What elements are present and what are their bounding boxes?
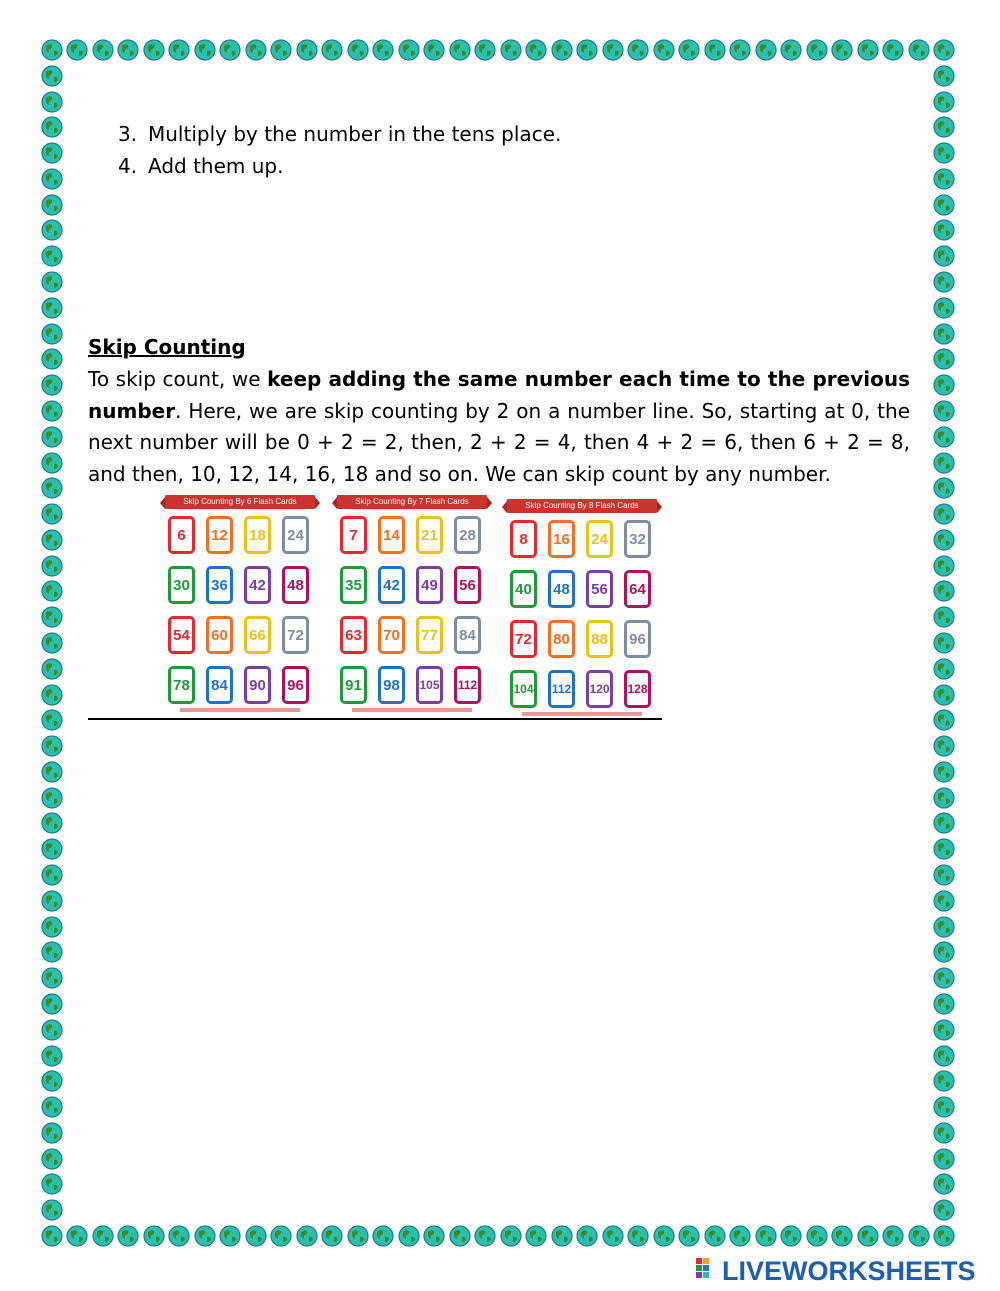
- globe-icon: [933, 658, 955, 680]
- globe-icon: [41, 219, 63, 241]
- globe-icon: [933, 168, 955, 190]
- globe-icon: [41, 1173, 63, 1195]
- globe-icon: [933, 426, 955, 448]
- flash-card: 120: [586, 670, 613, 708]
- flash-card: 35: [340, 566, 367, 604]
- globe-icon: [270, 39, 292, 61]
- globe-icon: [551, 1225, 573, 1247]
- flash-card: 30: [168, 566, 195, 604]
- flash-card: 32: [624, 520, 651, 558]
- globe-icon: [882, 39, 904, 61]
- globe-icon: [194, 1225, 216, 1247]
- globe-icon: [525, 39, 547, 61]
- sheet-banner: Skip Counting By 7 Flash Cards: [337, 495, 487, 509]
- globe-icon: [41, 477, 63, 499]
- globe-icon: [219, 39, 241, 61]
- globe-icon: [41, 1148, 63, 1170]
- globe-icon: [92, 39, 114, 61]
- globe-icon: [933, 967, 955, 989]
- flash-card: 18: [244, 516, 271, 554]
- globe-icon: [933, 503, 955, 525]
- para-intro: To skip count, we: [88, 367, 268, 391]
- globe-icon: [933, 297, 955, 319]
- flash-card: 28: [454, 516, 481, 554]
- globe-icon: [933, 348, 955, 370]
- flash-card: 8: [510, 520, 537, 558]
- globe-icon: [933, 709, 955, 731]
- sheet-footer: [352, 708, 472, 712]
- globe-icon: [66, 39, 88, 61]
- globe-icon: [908, 39, 930, 61]
- globe-icon: [423, 1225, 445, 1247]
- globe-icon: [500, 39, 522, 61]
- globe-icon: [245, 1225, 267, 1247]
- globe-icon: [933, 271, 955, 293]
- globe-icon: [449, 39, 471, 61]
- flash-card: 77: [416, 616, 443, 654]
- flash-card: 48: [548, 570, 575, 608]
- globe-icon: [41, 271, 63, 293]
- globe-icon: [576, 1225, 598, 1247]
- globe-icon: [41, 993, 63, 1015]
- globe-icon: [729, 39, 751, 61]
- flash-sheet-7: [332, 490, 492, 718]
- globe-icon: [372, 1225, 394, 1247]
- steps-list: [88, 118, 910, 182]
- flash-card: 56: [454, 566, 481, 604]
- globe-icon: [933, 116, 955, 138]
- globe-icon: [143, 39, 165, 61]
- globe-icon: [245, 39, 267, 61]
- globe-icon: [41, 452, 63, 474]
- section-paragraph: [88, 364, 910, 490]
- globe-icon: [41, 606, 63, 628]
- flash-card: 66: [244, 616, 271, 654]
- brand-name: LIVEWORKSHEETS: [722, 1255, 976, 1286]
- flash-card: 16: [548, 520, 575, 558]
- globe-icon: [933, 1148, 955, 1170]
- globe-icon: [66, 1225, 88, 1247]
- globe-icon: [474, 1225, 496, 1247]
- globe-icon: [933, 1070, 955, 1092]
- globe-icon: [41, 116, 63, 138]
- liveworksheets-logo[interactable]: [696, 1256, 976, 1286]
- globe-icon: [41, 812, 63, 834]
- flash-card: 104: [510, 670, 537, 708]
- globe-icon: [41, 761, 63, 783]
- globe-icon: [780, 1225, 802, 1247]
- flash-card: 72: [510, 620, 537, 658]
- flash-card: 24: [586, 520, 613, 558]
- globe-icon: [500, 1225, 522, 1247]
- globe-icon: [882, 1225, 904, 1247]
- globe-icon: [933, 91, 955, 113]
- globe-icon: [653, 1225, 675, 1247]
- globe-icon: [41, 297, 63, 319]
- flash-card: 98: [378, 666, 405, 704]
- globe-icon: [525, 1225, 547, 1247]
- globe-icon: [41, 658, 63, 680]
- flash-card: 14: [378, 516, 405, 554]
- sheet-banner: Skip Counting By 8 Flash Cards: [507, 499, 657, 513]
- divider-line: [88, 718, 662, 720]
- step-text: Add them up.: [148, 154, 284, 178]
- step-item: [88, 150, 910, 182]
- globe-icon: [398, 1225, 420, 1247]
- globe-icon: [474, 39, 496, 61]
- flash-card: 96: [624, 620, 651, 658]
- globe-icon: [755, 1225, 777, 1247]
- section-heading: Skip Counting: [88, 335, 246, 359]
- globe-icon: [41, 1045, 63, 1067]
- globe-icon: [627, 39, 649, 61]
- step-item: [88, 118, 910, 150]
- globe-icon: [41, 400, 63, 422]
- globe-icon: [933, 761, 955, 783]
- flash-card: 7: [340, 516, 367, 554]
- flash-card: 64: [624, 570, 651, 608]
- globe-icon: [602, 1225, 624, 1247]
- globe-icon: [933, 555, 955, 577]
- globe-icon: [296, 39, 318, 61]
- globe-icon: [933, 1199, 955, 1221]
- globe-icon: [347, 39, 369, 61]
- globe-icon: [219, 1225, 241, 1247]
- globe-icon: [933, 142, 955, 164]
- globe-icon: [296, 1225, 318, 1247]
- globe-icon: [168, 1225, 190, 1247]
- globe-icon: [933, 916, 955, 938]
- globe-icon: [729, 1225, 751, 1247]
- globe-icon: [933, 65, 955, 87]
- flash-card: 128: [624, 670, 651, 708]
- flash-card: 40: [510, 570, 537, 608]
- globe-icon: [933, 864, 955, 886]
- globe-icon: [602, 39, 624, 61]
- globe-icon: [41, 787, 63, 809]
- globe-icon: [933, 580, 955, 602]
- globe-icon: [41, 916, 63, 938]
- globe-icon: [806, 39, 828, 61]
- flash-card: 42: [378, 566, 405, 604]
- globe-icon: [168, 39, 190, 61]
- globe-icon: [41, 941, 63, 963]
- flash-card: 72: [282, 616, 309, 654]
- flash-card: 88: [586, 620, 613, 658]
- flash-card: 78: [168, 666, 195, 704]
- globe-icon: [933, 219, 955, 241]
- globe-icon: [627, 1225, 649, 1247]
- globe-icon: [704, 1225, 726, 1247]
- globe-icon: [41, 684, 63, 706]
- globe-icon: [933, 1045, 955, 1067]
- flash-card: 6: [168, 516, 195, 554]
- flash-sheet-6: [160, 490, 320, 718]
- globe-icon: [933, 632, 955, 654]
- globe-icon: [41, 967, 63, 989]
- globe-icon: [933, 1019, 955, 1041]
- globe-icon: [704, 39, 726, 61]
- globe-icon: [41, 374, 63, 396]
- globe-icon: [933, 1225, 955, 1247]
- globe-icon: [933, 39, 955, 61]
- globe-icon: [41, 1199, 63, 1221]
- globe-icon: [41, 1019, 63, 1041]
- para-rest: . Here, we are skip counting by 2 on a number line. So, starting at 0, the next number will be 0 + 2 = 2, then, 2 + 2 = 4, then 4 + 2 = 6, then 6 + 2 = 8, and then, 10, 12, 14, 16, 18 and so on. We can skip count by any number.: [88, 398, 910, 486]
- globe-icon: [41, 323, 63, 345]
- globe-icon: [857, 39, 879, 61]
- globe-icon: [398, 39, 420, 61]
- flash-card: 112: [548, 670, 575, 708]
- logo-blocks-icon: [696, 1258, 718, 1284]
- globe-icon: [372, 39, 394, 61]
- globe-icon: [41, 245, 63, 267]
- globe-icon: [41, 91, 63, 113]
- flash-card: 70: [378, 616, 405, 654]
- flash-sheet-8: [502, 494, 662, 722]
- globe-icon: [41, 168, 63, 190]
- flash-card: 96: [282, 666, 309, 704]
- globe-icon: [933, 1122, 955, 1144]
- globe-icon: [933, 400, 955, 422]
- flash-card: 21: [416, 516, 443, 554]
- globe-icon: [933, 890, 955, 912]
- flash-card: 80: [548, 620, 575, 658]
- globe-icon: [41, 580, 63, 602]
- globe-icon: [41, 194, 63, 216]
- globe-icon: [933, 374, 955, 396]
- globe-icon: [321, 1225, 343, 1247]
- flash-card: 91: [340, 666, 367, 704]
- globe-icon: [41, 142, 63, 164]
- globe-icon: [780, 39, 802, 61]
- globe-icon: [831, 1225, 853, 1247]
- globe-icon: [933, 477, 955, 499]
- globe-icon: [933, 452, 955, 474]
- globe-icon: [933, 941, 955, 963]
- flash-cards-image: [160, 490, 665, 720]
- flash-card: 54: [168, 616, 195, 654]
- flash-card: 84: [206, 666, 233, 704]
- globe-icon: [933, 529, 955, 551]
- globe-icon: [423, 39, 445, 61]
- step-number: 4.: [118, 154, 138, 178]
- globe-icon: [933, 838, 955, 860]
- flash-card: 42: [244, 566, 271, 604]
- globe-icon: [933, 812, 955, 834]
- globe-icon: [41, 864, 63, 886]
- flash-card: 12: [206, 516, 233, 554]
- globe-icon: [653, 39, 675, 61]
- globe-icon: [41, 838, 63, 860]
- globe-icon: [933, 606, 955, 628]
- globe-icon: [270, 1225, 292, 1247]
- globe-icon: [933, 1096, 955, 1118]
- globe-icon: [806, 1225, 828, 1247]
- globe-icon: [41, 632, 63, 654]
- globe-icon: [41, 503, 63, 525]
- globe-icon: [755, 39, 777, 61]
- flash-card: 49: [416, 566, 443, 604]
- globe-icon: [857, 1225, 879, 1247]
- globe-icon: [933, 787, 955, 809]
- flash-card: 105: [416, 666, 443, 704]
- globe-icon: [41, 555, 63, 577]
- globe-icon: [551, 39, 573, 61]
- globe-icon: [41, 426, 63, 448]
- globe-icon: [194, 39, 216, 61]
- flash-card: 90: [244, 666, 271, 704]
- para-bold: keep adding the same number each time to the previous number: [88, 367, 910, 423]
- globe-icon: [117, 39, 139, 61]
- globe-icon: [933, 735, 955, 757]
- globe-icon: [41, 1070, 63, 1092]
- globe-icon: [678, 39, 700, 61]
- globe-icon: [41, 1096, 63, 1118]
- globe-icon: [41, 348, 63, 370]
- flash-card: 63: [340, 616, 367, 654]
- step-number: 3.: [118, 122, 138, 146]
- sheet-banner: Skip Counting By 6 Flash Cards: [165, 495, 315, 509]
- flash-card: 60: [206, 616, 233, 654]
- globe-icon: [933, 194, 955, 216]
- globe-icon: [933, 993, 955, 1015]
- globe-icon: [41, 890, 63, 912]
- globe-icon: [92, 1225, 114, 1247]
- flash-card: 36: [206, 566, 233, 604]
- globe-icon: [347, 1225, 369, 1247]
- globe-icon: [41, 65, 63, 87]
- globe-icon: [41, 709, 63, 731]
- globe-icon: [41, 529, 63, 551]
- globe-icon: [933, 245, 955, 267]
- globe-icon: [143, 1225, 165, 1247]
- globe-icon: [321, 39, 343, 61]
- flash-card: 112: [454, 666, 481, 704]
- flash-card: 48: [282, 566, 309, 604]
- globe-icon: [933, 684, 955, 706]
- globe-icon: [117, 1225, 139, 1247]
- globe-icon: [831, 39, 853, 61]
- sheet-footer: [522, 712, 642, 716]
- globe-icon: [678, 1225, 700, 1247]
- flash-card: 56: [586, 570, 613, 608]
- step-text: Multiply by the number in the tens place.: [148, 122, 562, 146]
- globe-icon: [908, 1225, 930, 1247]
- globe-icon: [41, 39, 63, 61]
- globe-icon: [41, 1122, 63, 1144]
- globe-icon: [576, 39, 598, 61]
- globe-icon: [41, 1225, 63, 1247]
- globe-icon: [933, 323, 955, 345]
- flash-card: 24: [282, 516, 309, 554]
- globe-icon: [449, 1225, 471, 1247]
- globe-icon: [933, 1173, 955, 1195]
- flash-card: 84: [454, 616, 481, 654]
- sheet-footer: [180, 708, 300, 712]
- globe-icon: [41, 735, 63, 757]
